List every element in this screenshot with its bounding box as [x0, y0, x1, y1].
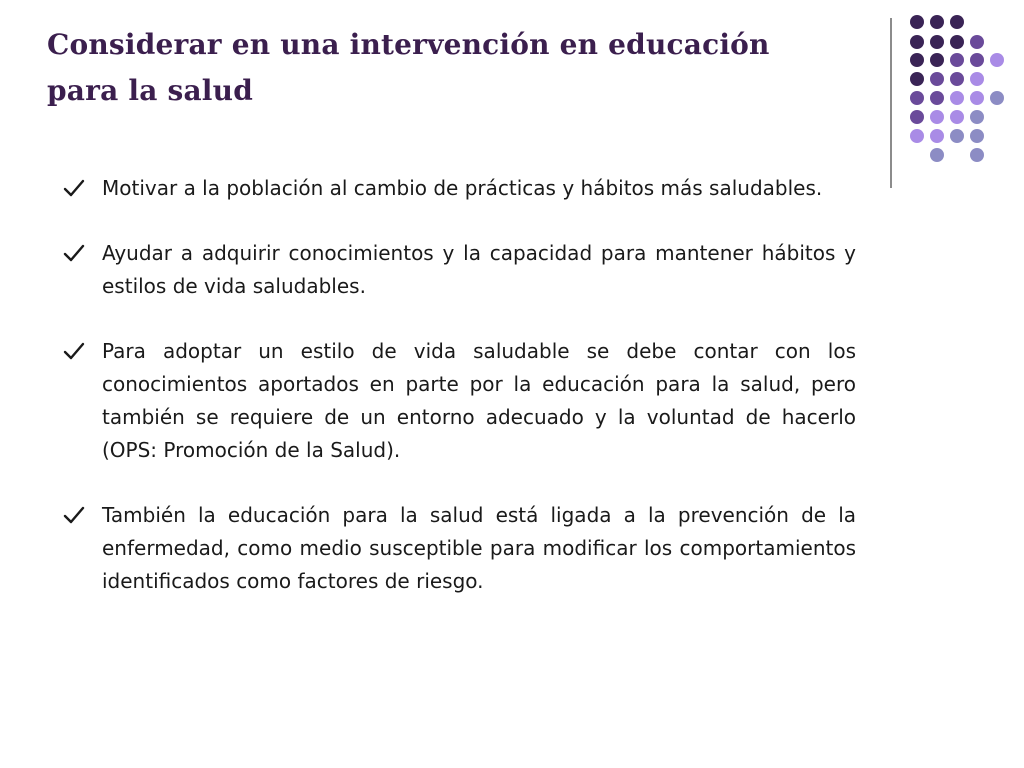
- dot: [970, 72, 984, 86]
- dot: [910, 72, 924, 86]
- slide-title-line-2: para la salud: [47, 74, 253, 107]
- dot: [970, 91, 984, 105]
- checkmark-icon: [62, 176, 86, 200]
- list-item: [62, 172, 856, 205]
- slide-title: [47, 22, 847, 114]
- dot: [930, 72, 944, 86]
- dot: [930, 35, 944, 49]
- dot: [950, 110, 964, 124]
- dot: [910, 110, 924, 124]
- dot: [950, 129, 964, 143]
- dot: [950, 53, 964, 67]
- dot: [930, 129, 944, 143]
- list-item: [62, 335, 856, 467]
- dot: [950, 15, 964, 29]
- dot: [930, 53, 944, 67]
- bullet-text: Ayudar a adquirir conocimientos y la capacidad para mantener hábitos y estilos de vida saludables.: [102, 241, 856, 298]
- checkmark-icon: [62, 503, 86, 527]
- dot: [910, 129, 924, 143]
- dot: [930, 15, 944, 29]
- dot: [950, 91, 964, 105]
- vertical-divider: [890, 18, 892, 188]
- dot: [930, 148, 944, 162]
- dot: [990, 53, 1004, 67]
- bullet-text: Para adoptar un estilo de vida saludable se debe contar con los conocimientos aportados en parte por la educación para la salud, pero también se requiere de un entorno adecuado y la voluntad de hacerlo (OPS: Promoción de la Salud).: [102, 339, 856, 462]
- bullet-list: [62, 172, 856, 630]
- checkmark-icon: [62, 241, 86, 265]
- dot: [970, 148, 984, 162]
- checkmark-icon: [62, 339, 86, 363]
- dot: [970, 35, 984, 49]
- dot: [970, 110, 984, 124]
- dot: [970, 129, 984, 143]
- dot: [930, 91, 944, 105]
- list-item: [62, 499, 856, 598]
- dot: [950, 35, 964, 49]
- dot: [950, 72, 964, 86]
- dot: [910, 91, 924, 105]
- bullet-text: Motivar a la población al cambio de prácticas y hábitos más saludables.: [102, 176, 823, 200]
- dot: [930, 110, 944, 124]
- slide-title-line-1: Considerar en una intervención en educación: [47, 28, 770, 61]
- dot: [970, 53, 984, 67]
- dot: [990, 91, 1004, 105]
- dot: [910, 35, 924, 49]
- bullet-text: También la educación para la salud está ligada a la prevención de la enfermedad, como medio susceptible para modificar los comportamientos identificados como factores de riesgo.: [102, 503, 856, 593]
- dot: [910, 53, 924, 67]
- list-item: [62, 237, 856, 303]
- dot: [910, 15, 924, 29]
